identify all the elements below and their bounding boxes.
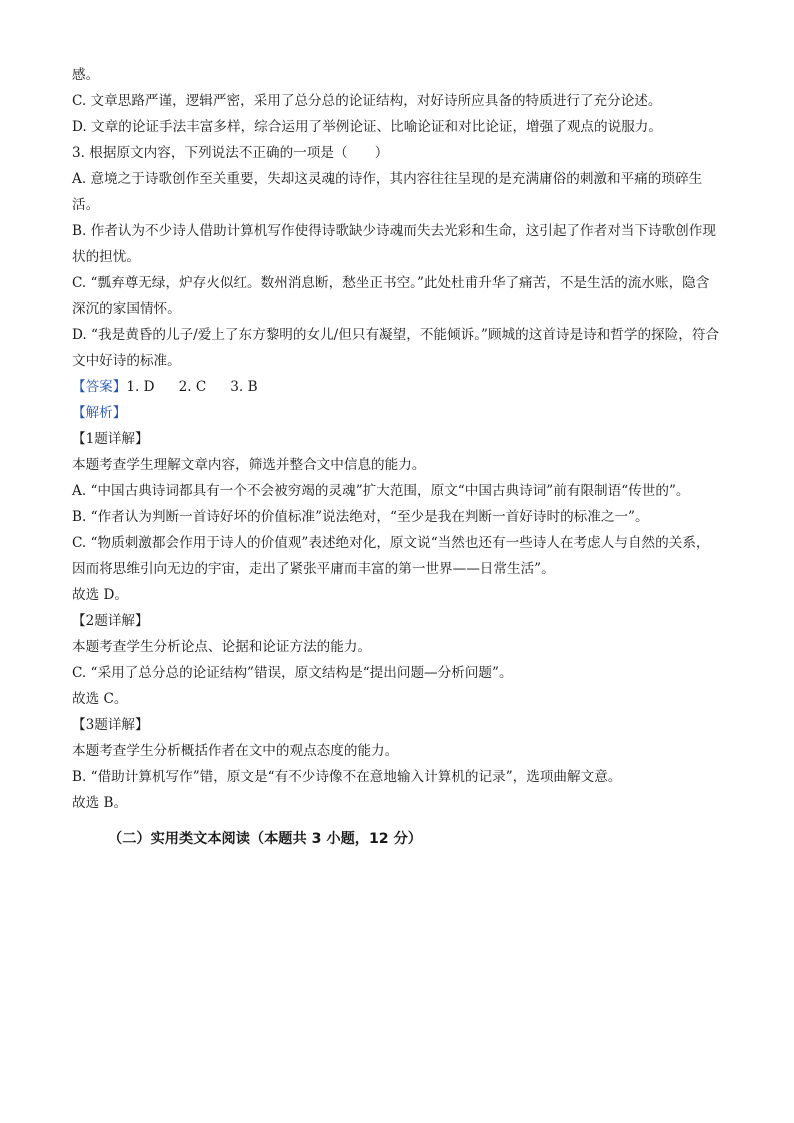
q2-option-c: C. 文章思路严谨，逻辑严密，采用了总分总的论证结构，对好诗所应具备的特质进行了充分论述。 [72,93,662,109]
q3-option-b: B. 作者认为不少诗人借助计算机写作使得诗歌缺少诗魂而失去光彩和生命，这引起了作者对当下诗歌创作现状的担忧。 [72,223,716,265]
q1-conclusion: 故选 D。 [72,587,129,603]
answer-item-3: 3. B [230,379,258,395]
answer-item-2: 2. C [178,379,207,395]
q3-detail-label: 【3题详解】 [72,717,149,733]
q1-detail-line: 本题考查学生理解文章内容，筛选并整合文中信息的能力。 [72,457,426,473]
answer-line [72,374,722,400]
answer-item-1: 1. D [126,379,155,395]
answer-label: 【答案】 [72,379,127,395]
q2-detail-line: 本题考查学生分析论点、论据和论证方法的能力。 [72,639,372,655]
document-page [72,62,722,866]
q1-detail-line: C. “物质刺激都会作用于诗人的价值观”表述绝对化，原文说“当然也还有一些诗人在考虑人与自然的关系，因而将思维引向无边的宇宙，走出了紧张平庸而丰富的第一世界——日常生活”。 [72,535,710,577]
q2-detail-label: 【2题详解】 [72,613,149,629]
q3-option-c: C. “瓢弃尊无绿，炉存火似红。数州消息断，愁坐正书空。”此处杜甫升华了痛苦，不是生活的流水账，隐含深沉的家国情怀。 [72,275,710,317]
q3-option-a: A. 意境之于诗歌创作至关重要，失却这灵魂的诗作，其内容往往呈现的是充满庸俗的刺激和平痛的琐碎生活。 [72,171,703,213]
analysis-label: 【解析】 [72,405,127,421]
q2-option-d: D. 文章的论证手法丰富多样，综合运用了举例论证、比喻论证和对比论证，增强了观点的说服力。 [72,119,662,135]
q3-stem: 3. 根据原文内容，下列说法不正确的一项是（ ） [72,145,389,161]
q3-conclusion: 故选 B。 [72,795,128,811]
q3-detail-line: B. “借助计算机写作”错，原文是“有不少诗像不在意地输入计算机的记录”，选项曲解文意。 [72,769,622,785]
q2-conclusion: 故选 C。 [72,691,128,707]
q3-option-d: D. “我是黄昏的儿子/爱上了东方黎明的女儿/但只有凝望，不能倾诉。”顾城的这首诗是诗和哲学的探险，符合文中好诗的标准。 [72,327,720,369]
text-line: 感。 [72,67,100,83]
q1-detail-label: 【1题详解】 [72,431,149,447]
section-heading: （二）实用类文本阅读（本题共 3 小题，12 分） [108,831,422,847]
q1-detail-line: A. “中国古典诗词都具有一个不会被穷竭的灵魂”扩大范围，原文“中国古典诗词”前有限制语“传世的”。 [72,483,690,499]
q1-detail-line: B. “作者认为判断一首诗好坏的价值标准”说法绝对，“至少是我在判断一首好诗时的标准之一”。 [72,509,649,525]
q3-detail-line: 本题考查学生分析概括作者在文中的观点态度的能力。 [72,743,399,759]
q2-detail-line: C. “采用了总分总的论证结构”错误，原文结构是“提出问题—分析问题”。 [72,665,513,681]
